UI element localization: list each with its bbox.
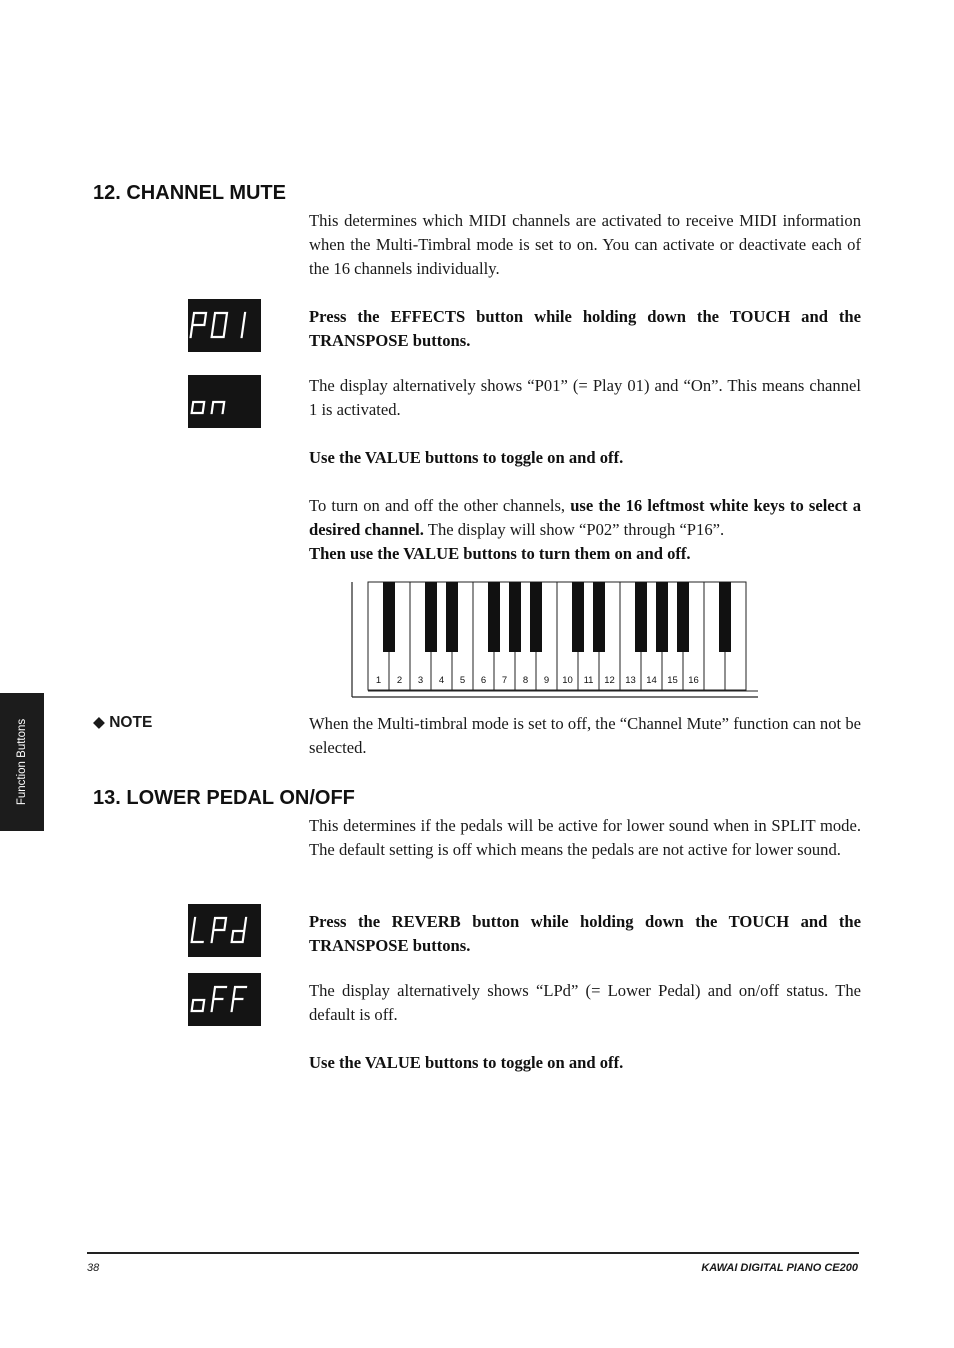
section-12-display-note: The display alternatively shows “P01” (= Play 01) and “On”. This means channel 1 is activated. (309, 376, 861, 419)
black-key (719, 582, 731, 652)
section-13-step2: Use the VALUE buttons to toggle on and off. (309, 1053, 624, 1072)
section-12-step2: Use the VALUE buttons to toggle on and off. (309, 448, 624, 467)
key-number-label: 5 (459, 675, 466, 686)
key-number-label: 12 (604, 675, 615, 686)
seven-segment-lpd-icon (188, 904, 261, 957)
key-number-label: 15 (667, 675, 678, 686)
section-13-heading: 13. LOWER PEDAL ON/OFF (93, 787, 355, 809)
note-label: ◆ NOTE (93, 714, 153, 731)
black-key (425, 582, 437, 652)
footer-rule (87, 1252, 859, 1254)
key-number-label: 16 (688, 675, 699, 686)
other-bold-text-1: use the 16 leftmost white keys to select a desired channel. (309, 496, 861, 539)
seven-segment-off-icon (188, 973, 261, 1026)
black-key (383, 582, 395, 652)
led-display-lpd (188, 904, 261, 957)
key-number-label: 14 (646, 675, 657, 686)
side-tab (0, 693, 44, 831)
section-12-heading: 12. CHANNEL MUTE (93, 182, 286, 204)
seven-segment-p01-icon (188, 299, 261, 352)
black-key (635, 582, 647, 652)
section-13-intro: This determines if the pedals will be active for lower sound when in SPLIT mode. The default setting is off which means the pedals are not active for lower sound. (309, 816, 861, 859)
key-number-label: 7 (501, 675, 508, 686)
key-number-label: 10 (562, 675, 573, 686)
section-13-display-note: The display alternatively shows “LPd” (= Lower Pedal) and on/off status. The default is off. (309, 981, 861, 1024)
other-lead-text: To turn on and off the other channels, (309, 496, 571, 515)
led-display-on (188, 375, 261, 428)
key-number-label: 4 (438, 675, 445, 686)
key-number-label: 6 (480, 675, 487, 686)
black-key (530, 582, 542, 652)
key-number-label: 2 (396, 675, 403, 686)
black-key (677, 582, 689, 652)
led-display-off (188, 973, 261, 1026)
key-number-label: 3 (417, 675, 424, 686)
other-mid-text: The display will show “P02” through “P16”. (423, 520, 725, 539)
section-12-other-channels (309, 494, 861, 566)
side-tab-label: Function Buttons (16, 718, 28, 806)
key-number-label: 11 (583, 675, 594, 686)
black-key (572, 582, 584, 652)
black-key (593, 582, 605, 652)
key-number-label: 8 (522, 675, 529, 686)
black-key (509, 582, 521, 652)
key-number-label: 1 (375, 675, 382, 686)
note-text: When the Multi-timbral mode is set to off, the “Channel Mute” function can not be selected. (309, 714, 861, 757)
black-key (446, 582, 458, 652)
footer-product: KAWAI DIGITAL PIANO CE200 (701, 1262, 858, 1274)
keyboard-diagram (350, 580, 762, 702)
key-number-label: 13 (625, 675, 636, 686)
other-bold-text-2: Then use the VALUE buttons to turn them on and off. (309, 544, 691, 563)
section-12-intro: This determines which MIDI channels are activated to receive MIDI information when the Multi-Timbral mode is set to on. You can activate or deactivate each of the 16 channels individually. (309, 211, 861, 278)
seven-segment-on-icon (188, 375, 261, 428)
key-number-label: 9 (543, 675, 550, 686)
section-13-step1: Press the REVERB button while holding down the TOUCH and the TRANSPOSE buttons. (309, 912, 861, 955)
black-key (656, 582, 668, 652)
page-number: 38 (87, 1262, 100, 1274)
black-key (488, 582, 500, 652)
section-12-step1: Press the EFFECTS button while holding down the TOUCH and the TRANSPOSE buttons. (309, 307, 861, 350)
led-display-p01 (188, 299, 261, 352)
